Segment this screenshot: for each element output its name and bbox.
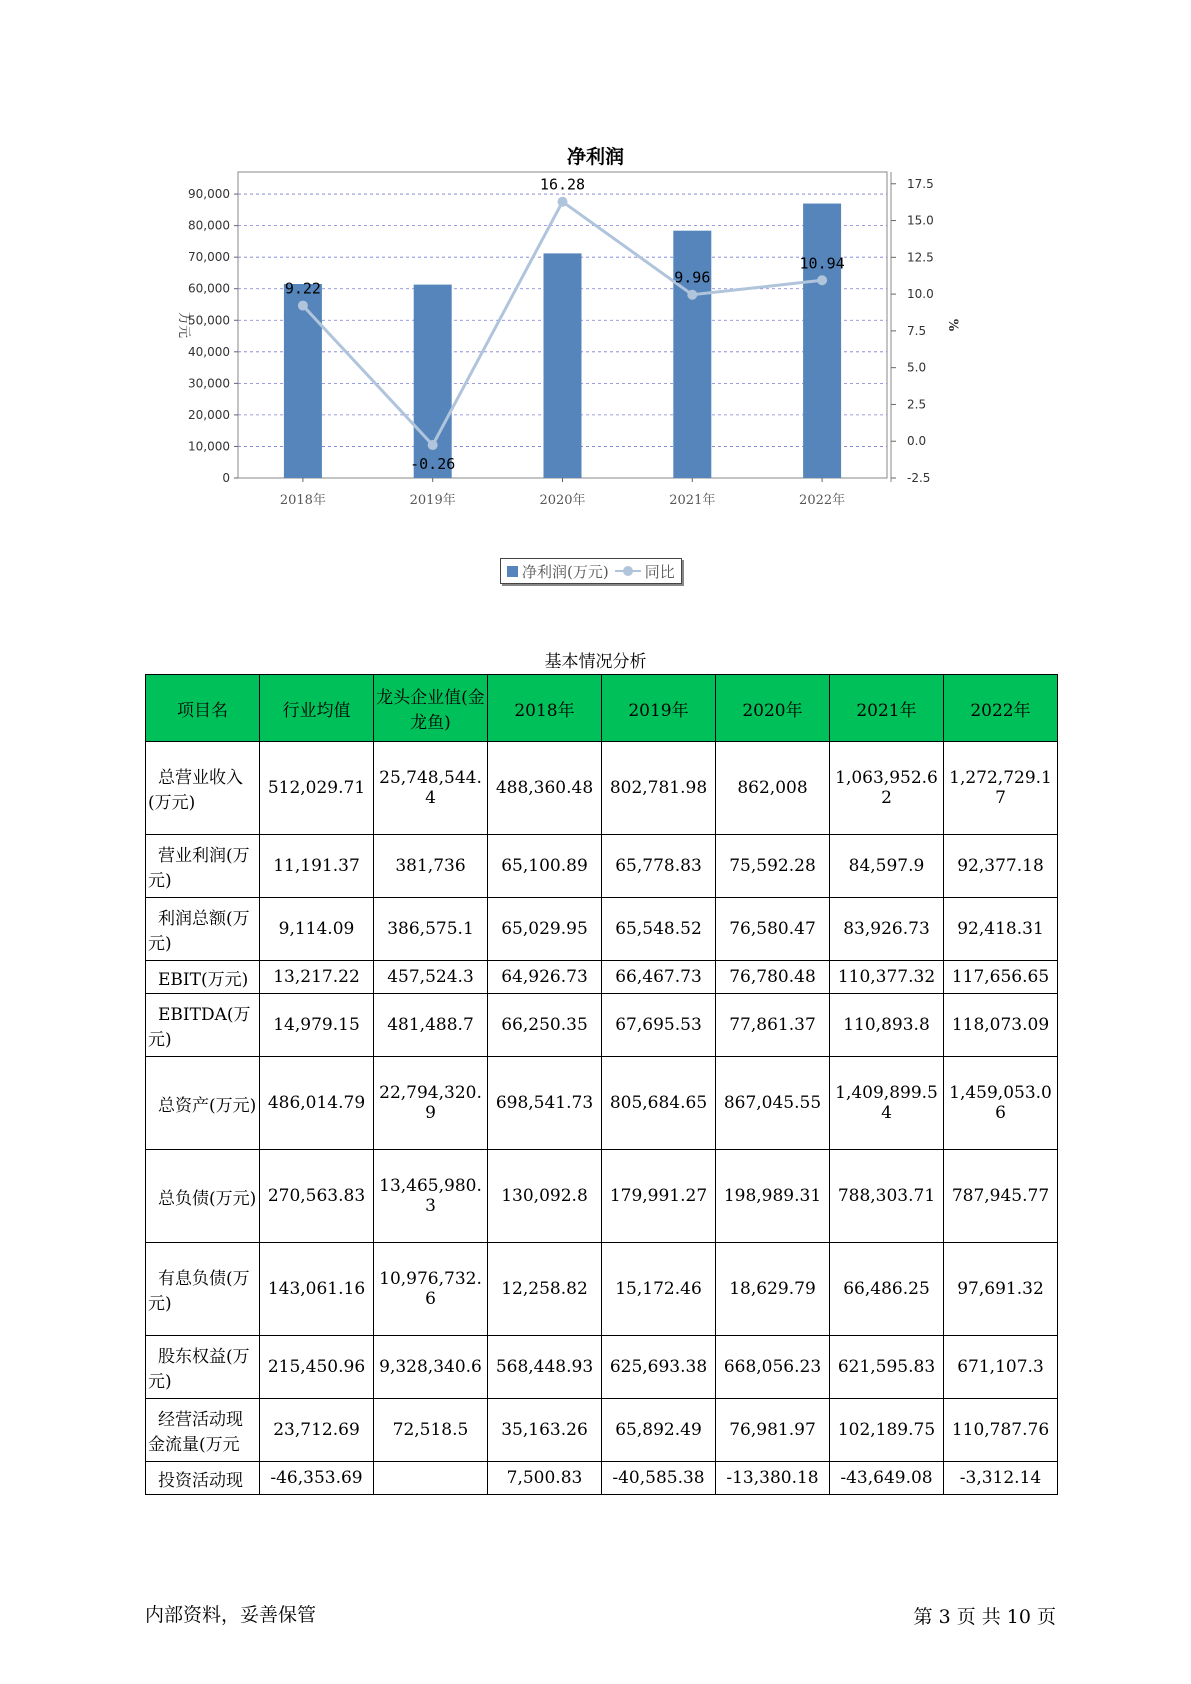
table-cell: 130,092.8 (488, 1150, 602, 1243)
table-row (146, 1336, 1058, 1399)
right-tick-label: 7.5 (907, 323, 927, 338)
row-label: 营业利润(万元) (146, 835, 260, 898)
footer-confidential: 内部资料，妥善保管 (145, 1604, 317, 1626)
table-cell: 381,736 (374, 835, 488, 898)
row-label: EBITDA(万元) (146, 994, 260, 1057)
table-cell: 488,360.48 (488, 742, 602, 835)
left-tick-label: 90,000 (188, 187, 230, 202)
legend-item-bar (507, 561, 609, 582)
chart-legend (500, 558, 682, 584)
yoy-point (687, 290, 697, 300)
table-cell: 66,486.25 (830, 1243, 944, 1336)
table-cell: 117,656.65 (944, 961, 1058, 994)
table-cell: -43,649.08 (830, 1462, 944, 1495)
yoy-point (558, 197, 568, 207)
table-cell: 76,580.47 (716, 898, 830, 961)
table-cell: 215,450.96 (260, 1336, 374, 1399)
right-tick-label: 5.0 (907, 360, 927, 375)
yoy-data-label: 10.94 (799, 254, 845, 273)
table-cell: 65,892.49 (602, 1399, 716, 1462)
header-2021: 2021年 (830, 675, 944, 742)
table-cell: 84,597.9 (830, 835, 944, 898)
table-row (146, 1462, 1058, 1495)
table-cell: 76,780.48 (716, 961, 830, 994)
left-axis-title: 万元 (176, 311, 191, 339)
table-header-row (146, 675, 1058, 742)
table-cell: 512,029.71 (260, 742, 374, 835)
header-item-name: 项目名 (146, 675, 260, 742)
table-cell: 25,748,544.4 (374, 742, 488, 835)
x-tick-label: 2022年 (799, 493, 846, 508)
table-cell: -46,353.69 (260, 1462, 374, 1495)
right-tick-label: 12.5 (907, 250, 934, 265)
header-leader: 龙头企业值(金龙鱼) (374, 675, 488, 742)
table-row (146, 898, 1058, 961)
row-label: 股东权益(万元) (146, 1336, 260, 1399)
table-cell: 65,778.83 (602, 835, 716, 898)
yoy-data-label: -0.26 (410, 455, 456, 474)
left-tick-label: 20,000 (188, 407, 230, 422)
right-tick-label: 17.5 (907, 176, 934, 191)
x-tick-label: 2021年 (669, 493, 716, 508)
chart-title: 净利润 (566, 146, 624, 168)
table-cell: 1,459,053.06 (944, 1057, 1058, 1150)
row-label: EBIT(万元) (146, 961, 260, 994)
table-cell: 802,781.98 (602, 742, 716, 835)
bar-2018年 (284, 284, 322, 478)
header-2019: 2019年 (602, 675, 716, 742)
table-row (146, 1243, 1058, 1336)
legend-bar-label: 净利润(万元) (522, 562, 609, 581)
table-cell: 1,063,952.62 (830, 742, 944, 835)
row-label: 总营业收入(万元) (146, 742, 260, 835)
table-cell: 118,073.09 (944, 994, 1058, 1057)
table-cell: 625,693.38 (602, 1336, 716, 1399)
table-cell: 198,989.31 (716, 1150, 830, 1243)
table-cell: 698,541.73 (488, 1057, 602, 1150)
right-tick-label: 0.0 (907, 434, 927, 449)
yoy-data-label: 9.96 (674, 268, 711, 287)
table-cell: 75,592.28 (716, 835, 830, 898)
table-cell: 65,100.89 (488, 835, 602, 898)
yoy-data-label: 16.28 (539, 175, 586, 194)
table-cell: 66,250.35 (488, 994, 602, 1057)
table-cell: 64,926.73 (488, 961, 602, 994)
table-cell: 110,893.8 (830, 994, 944, 1057)
table-cell: 110,377.32 (830, 961, 944, 994)
yoy-point (817, 275, 827, 285)
table-cell: -13,380.18 (716, 1462, 830, 1495)
header-2020: 2020年 (716, 675, 830, 742)
net-profit-chart (170, 170, 1040, 560)
right-tick-label: 15.0 (907, 213, 934, 228)
legend-line-label: 同比 (644, 562, 675, 581)
table-cell: 13,217.22 (260, 961, 374, 994)
right-axis-title: % (945, 318, 960, 332)
left-tick-label: 0 (222, 471, 230, 485)
table-cell: 805,684.65 (602, 1057, 716, 1150)
table-cell: 92,418.31 (944, 898, 1058, 961)
table-cell: 386,575.1 (374, 898, 488, 961)
table-cell: 179,991.27 (602, 1150, 716, 1243)
table-cell: 867,045.55 (716, 1057, 830, 1150)
table-cell: 11,191.37 (260, 835, 374, 898)
table-cell: 1,272,729.17 (944, 742, 1058, 835)
yoy-point (298, 301, 308, 311)
left-tick-label: 40,000 (188, 344, 230, 359)
x-tick-label: 2020年 (539, 493, 586, 508)
right-tick-label: -2.5 (907, 471, 931, 485)
row-label: 有息负债(万元) (146, 1243, 260, 1336)
left-tick-label: 70,000 (188, 250, 230, 265)
table-cell: 7,500.83 (488, 1462, 602, 1495)
footer-page-number: 第 3 页 共 10 页 (913, 1606, 1056, 1628)
left-tick-label: 80,000 (188, 218, 230, 233)
table-row (146, 961, 1058, 994)
table-cell: 787,945.77 (944, 1150, 1058, 1243)
table-row (146, 1057, 1058, 1150)
row-label: 总负债(万元) (146, 1150, 260, 1243)
table-cell: 18,629.79 (716, 1243, 830, 1336)
table-row (146, 835, 1058, 898)
left-tick-label: 30,000 (188, 376, 230, 391)
left-tick-label: 50,000 (188, 313, 230, 328)
table-cell: 76,981.97 (716, 1399, 830, 1462)
table-cell: 13,465,980.3 (374, 1150, 488, 1243)
row-label: 投资活动现 (146, 1462, 260, 1495)
table-cell: 14,979.15 (260, 994, 374, 1057)
table-cell: 65,029.95 (488, 898, 602, 961)
legend-item-line (615, 561, 675, 582)
table-cell: 671,107.3 (944, 1336, 1058, 1399)
table-row (146, 1399, 1058, 1462)
row-label: 总资产(万元) (146, 1057, 260, 1150)
legend-bar-swatch (507, 566, 518, 577)
table-cell: 668,056.23 (716, 1336, 830, 1399)
table-row (146, 1150, 1058, 1243)
bar-2022年 (803, 204, 841, 478)
table-cell: 1,409,899.54 (830, 1057, 944, 1150)
left-tick-label: 10,000 (188, 439, 230, 454)
header-2018: 2018年 (488, 675, 602, 742)
row-label: 利润总额(万元) (146, 898, 260, 961)
header-2022: 2022年 (944, 675, 1058, 742)
header-industry-avg: 行业均值 (260, 675, 374, 742)
table-cell: 22,794,320.9 (374, 1057, 488, 1150)
analysis-table (145, 674, 1058, 1495)
table-cell: 97,691.32 (944, 1243, 1058, 1336)
legend-line-swatch (615, 570, 641, 572)
table-cell: 481,488.7 (374, 994, 488, 1057)
left-tick-label: 60,000 (188, 281, 230, 296)
table-cell: -3,312.14 (944, 1462, 1058, 1495)
table-cell: 9,328,340.6 (374, 1336, 488, 1399)
table-cell: 9,114.09 (260, 898, 374, 961)
table-cell: 143,061.16 (260, 1243, 374, 1336)
table-cell: 83,926.73 (830, 898, 944, 961)
table-cell (374, 1462, 488, 1495)
table-cell: 65,548.52 (602, 898, 716, 961)
table-row (146, 994, 1058, 1057)
yoy-point (428, 440, 438, 450)
x-tick-label: 2019年 (409, 493, 456, 508)
bar-2020年 (544, 253, 582, 478)
table-cell: 270,563.83 (260, 1150, 374, 1243)
table-row (146, 742, 1058, 835)
table-cell: 486,014.79 (260, 1057, 374, 1150)
table-caption: 基本情况分析 (544, 652, 647, 672)
table-cell: 92,377.18 (944, 835, 1058, 898)
table-cell: 10,976,732.6 (374, 1243, 488, 1336)
table-cell: 862,008 (716, 742, 830, 835)
table-cell: 67,695.53 (602, 994, 716, 1057)
right-tick-label: 10.0 (907, 287, 934, 302)
table-cell: 35,163.26 (488, 1399, 602, 1462)
table-cell: 23,712.69 (260, 1399, 374, 1462)
table-cell: 457,524.3 (374, 961, 488, 994)
table-cell: 110,787.76 (944, 1399, 1058, 1462)
right-tick-label: 2.5 (907, 397, 927, 412)
row-label: 经营活动现金流量(万元 (146, 1399, 260, 1462)
table-cell: 568,448.93 (488, 1336, 602, 1399)
table-cell: 77,861.37 (716, 994, 830, 1057)
table-cell: 621,595.83 (830, 1336, 944, 1399)
yoy-data-label: 9.22 (284, 279, 321, 298)
table-cell: 12,258.82 (488, 1243, 602, 1336)
table-cell: 66,467.73 (602, 961, 716, 994)
table-cell: -40,585.38 (602, 1462, 716, 1495)
table-cell: 788,303.71 (830, 1150, 944, 1243)
table-cell: 102,189.75 (830, 1399, 944, 1462)
x-tick-label: 2018年 (279, 493, 326, 508)
table-cell: 15,172.46 (602, 1243, 716, 1336)
table-cell: 72,518.5 (374, 1399, 488, 1462)
